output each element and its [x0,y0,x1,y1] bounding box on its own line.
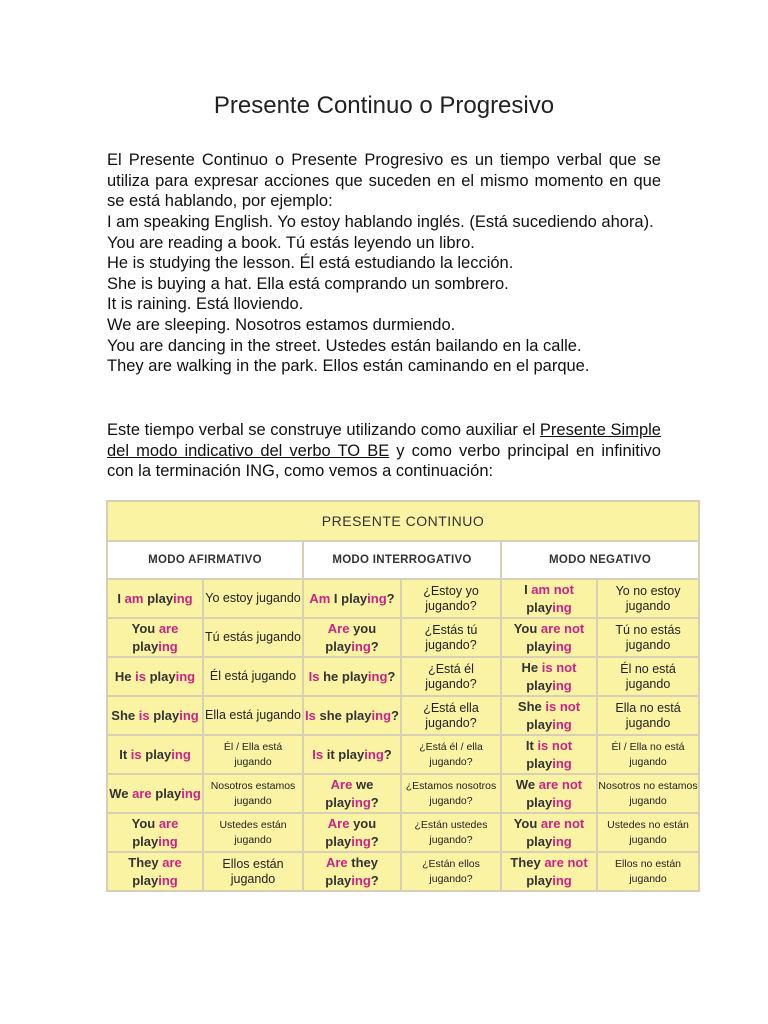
plain-text: you play [325,620,377,654]
plain-text: play [526,872,553,888]
affirmative-spanish-cell: Yo estoy jugando [203,579,303,618]
interrogative-spanish-cell: ¿Están ellos jugando? [401,852,501,891]
plain-text: I play [330,590,368,606]
highlighted-text: ing [364,746,384,762]
interrogative-spanish-cell: ¿Está ella jugando? [401,696,501,735]
highlighted-text: Is [305,707,316,723]
affirmative-english-cell [107,618,203,657]
plain-text: play [526,794,553,810]
table-title: PRESENTE CONTINUO [107,501,699,541]
plain-text: ? [383,746,392,762]
plain-text: he play [319,668,368,684]
negative-spanish-cell: Nosotros no estamos jugando [597,774,699,813]
header-affirmative: MODO AFIRMATIVO [107,541,303,579]
affirmative-spanish-cell: Nosotros estamos jugando [203,774,303,813]
affirmative-spanish-cell: Ustedes están jugando [203,813,303,852]
plain-text: play [151,785,182,801]
construction-paragraph [107,420,661,482]
highlighted-text: are [162,854,182,870]
negative-spanish-cell: Ellos no están jugando [597,852,699,891]
plain-text: play [526,599,553,615]
highlighted-text: Is [308,668,320,684]
highlighted-text: ing [552,794,572,810]
example-line: You are dancing in the street. Ustedes están bailando en la calle. [107,336,582,355]
plain-text: ? [386,590,395,606]
negative-spanish-cell: Ella no está jugando [597,696,699,735]
affirmative-english-cell [107,579,203,618]
interrogative-english-cell [303,579,401,618]
plain-text: It [525,737,538,753]
highlighted-text: ing [179,707,199,723]
example-line: They are walking in the park. Ellos están caminando en el parque. [107,357,590,376]
affirmative-spanish-cell: Él está jugando [203,657,303,696]
plain-text: You [513,815,541,831]
negative-spanish-cell: Yo no estoy jugando [597,579,699,618]
intro-paragraph: El Presente Continuo o Presente Progresivo es un tiempo verbal que se utiliza para expresar acciones que suceden en el mismo momento en que se está hablando, por ejemplo: [107,151,661,211]
highlighted-text: ing [181,785,201,801]
plain-text: It [119,746,131,762]
table-row [107,813,699,852]
affirmative-spanish-cell: Tú estás jugando [203,618,303,657]
highlighted-text: ing [367,668,388,684]
plain-text: We [515,776,539,792]
highlighted-text: ing [158,833,178,849]
example-line: You are reading a book. Tú estás leyendo un libro. [107,233,475,252]
highlighted-text: ing [367,590,387,606]
highlighted-text: Are [327,620,350,636]
table-row [107,852,699,891]
highlighted-text: ing [351,638,371,654]
highlighted-text: ing [552,833,572,849]
negative-spanish-cell: Él / Ella no está jugando [597,735,699,774]
highlighted-text: ing [371,707,392,723]
plain-text: play [149,707,180,723]
plain-text: we play [325,776,374,810]
plain-text: We [109,785,133,801]
interrogative-english-cell [303,852,401,891]
negative-spanish-cell: Ustedes no están jugando [597,813,699,852]
highlighted-text: ing [552,638,572,654]
plain-text: ? [370,794,379,810]
highlighted-text: ing [175,668,196,684]
affirmative-english-cell [107,774,203,813]
example-line: I am speaking English. Yo estoy hablando inglés. (Está sucediendo ahora). [107,213,654,231]
table-row [107,579,699,618]
highlighted-text: ing [173,590,193,606]
highlighted-text: is [138,707,150,723]
highlighted-text: is [135,668,146,684]
plain-text: ? [370,833,379,849]
plain-text: play [143,590,174,606]
negative-english-cell [501,618,597,657]
affirmative-spanish-cell: Ellos están jugando [203,852,303,891]
construction-text-before: Este tiempo verbal se construye utilizando como auxiliar el [107,421,540,439]
example-line: He is studying the lesson. Él está estudiando la lección. [107,254,514,273]
highlighted-text: am not [531,581,574,597]
interrogative-english-cell [303,618,401,657]
plain-text: He [114,668,136,684]
table-row [107,735,699,774]
highlighted-text: are not [540,815,585,831]
highlighted-text: are not [540,620,585,636]
negative-english-cell [501,774,597,813]
interrogative-spanish-cell: ¿Estamos nosotros jugando? [401,774,501,813]
interrogative-spanish-cell: ¿Están ustedes jugando? [401,813,501,852]
negative-spanish-cell: Tú no estás jugando [597,618,699,657]
construction-text-after: y como verbo principal en infinitivo con la terminación ING, como vemos a continuación: [107,441,661,481]
affirmative-spanish-cell: Él / Ella está jugando [203,735,303,774]
to-be-link[interactable]: Presente Simple del modo indicativo del verbo TO BE [107,421,661,460]
negative-spanish-cell: Él no está jugando [597,657,699,696]
example-line: We are sleeping. Nosotros estamos durmiendo. [107,315,456,334]
highlighted-text: ing [351,794,371,810]
plain-text: ? [370,872,379,888]
conjugation-body [107,579,699,891]
interrogative-english-cell [303,735,401,774]
affirmative-english-cell [107,813,203,852]
plain-text: play [526,833,553,849]
negative-english-cell [501,735,597,774]
table-row [107,774,699,813]
plain-text: I [117,590,125,606]
highlighted-text: is not [545,698,581,714]
header-negative: MODO NEGATIVO [501,541,699,579]
plain-text: play [132,872,159,888]
highlighted-text: ing [552,599,572,615]
highlighted-text: is not [537,737,573,753]
highlighted-text: are not [544,854,588,870]
interrogative-english-cell [303,657,401,696]
interrogative-spanish-cell: ¿Está él jugando? [401,657,501,696]
highlighted-text: are [132,785,152,801]
page-title: Presente Continuo o Progresivo [213,92,555,119]
plain-text: they play [325,854,379,888]
plain-text: she play [315,707,372,723]
interrogative-spanish-cell: ¿Está él / ella jugando? [401,735,501,774]
highlighted-text: are not [538,776,583,792]
plain-text: They [510,854,545,870]
plain-text: ? [391,707,399,723]
affirmative-english-cell [107,852,203,891]
plain-text: it play [323,746,365,762]
examples-list [107,212,667,377]
highlighted-text: ing [351,872,371,888]
highlighted-text: Are [325,854,348,870]
table-row [107,696,699,735]
highlighted-text: Are [330,776,353,792]
plain-text: You [131,620,159,636]
interrogative-english-cell [303,774,401,813]
plain-text: ? [387,668,396,684]
plain-text: you play [325,815,377,849]
plain-text: I [524,581,532,597]
plain-text: She [111,707,139,723]
highlighted-text: are [158,815,179,831]
example-line: It is raining. Está lloviendo. [107,295,304,314]
plain-text: play [526,755,553,771]
affirmative-spanish-cell: Ella está jugando [203,696,303,735]
affirmative-english-cell [107,696,203,735]
plain-text: She [517,698,546,714]
example-line: She is buying a hat. Ella está comprando un sombrero. [107,274,509,293]
negative-english-cell [501,852,597,891]
highlighted-text: ing [171,746,191,762]
interrogative-spanish-cell: ¿Estás tú jugando? [401,618,501,657]
highlighted-text: is [130,746,142,762]
highlighted-text: ing [158,638,178,654]
highlighted-text: Are [327,815,350,831]
negative-english-cell [501,696,597,735]
affirmative-english-cell [107,657,203,696]
header-interrogative: MODO INTERROGATIVO [303,541,501,579]
plain-text: He [521,659,542,675]
plain-text: They [128,854,163,870]
highlighted-text: ing [351,833,371,849]
plain-text: You [131,815,159,831]
highlighted-text: ing [552,872,572,888]
highlighted-text: Am [309,590,331,606]
plain-text: play [526,716,553,732]
table-row [107,657,699,696]
table-row [107,618,699,657]
plain-text: play [141,746,172,762]
highlighted-text: is not [541,659,577,675]
highlighted-text: ing [552,677,572,693]
interrogative-spanish-cell: ¿Estoy yo jugando? [401,579,501,618]
interrogative-english-cell [303,813,401,852]
plain-text: ? [370,638,379,654]
plain-text: play [132,638,159,654]
plain-text: play [132,833,159,849]
highlighted-text: Is [312,746,324,762]
negative-english-cell [501,657,597,696]
plain-text: play [145,668,176,684]
interrogative-english-cell [303,696,401,735]
plain-text: play [526,677,553,693]
plain-text: You [513,620,541,636]
highlighted-text: ing [158,872,178,888]
negative-english-cell [501,579,597,618]
affirmative-english-cell [107,735,203,774]
highlighted-text: ing [552,755,572,771]
highlighted-text: ing [552,716,572,732]
conjugation-table [106,500,700,892]
negative-english-cell [501,813,597,852]
plain-text: play [526,638,553,654]
highlighted-text: are [158,620,179,636]
highlighted-text: am [124,590,144,606]
